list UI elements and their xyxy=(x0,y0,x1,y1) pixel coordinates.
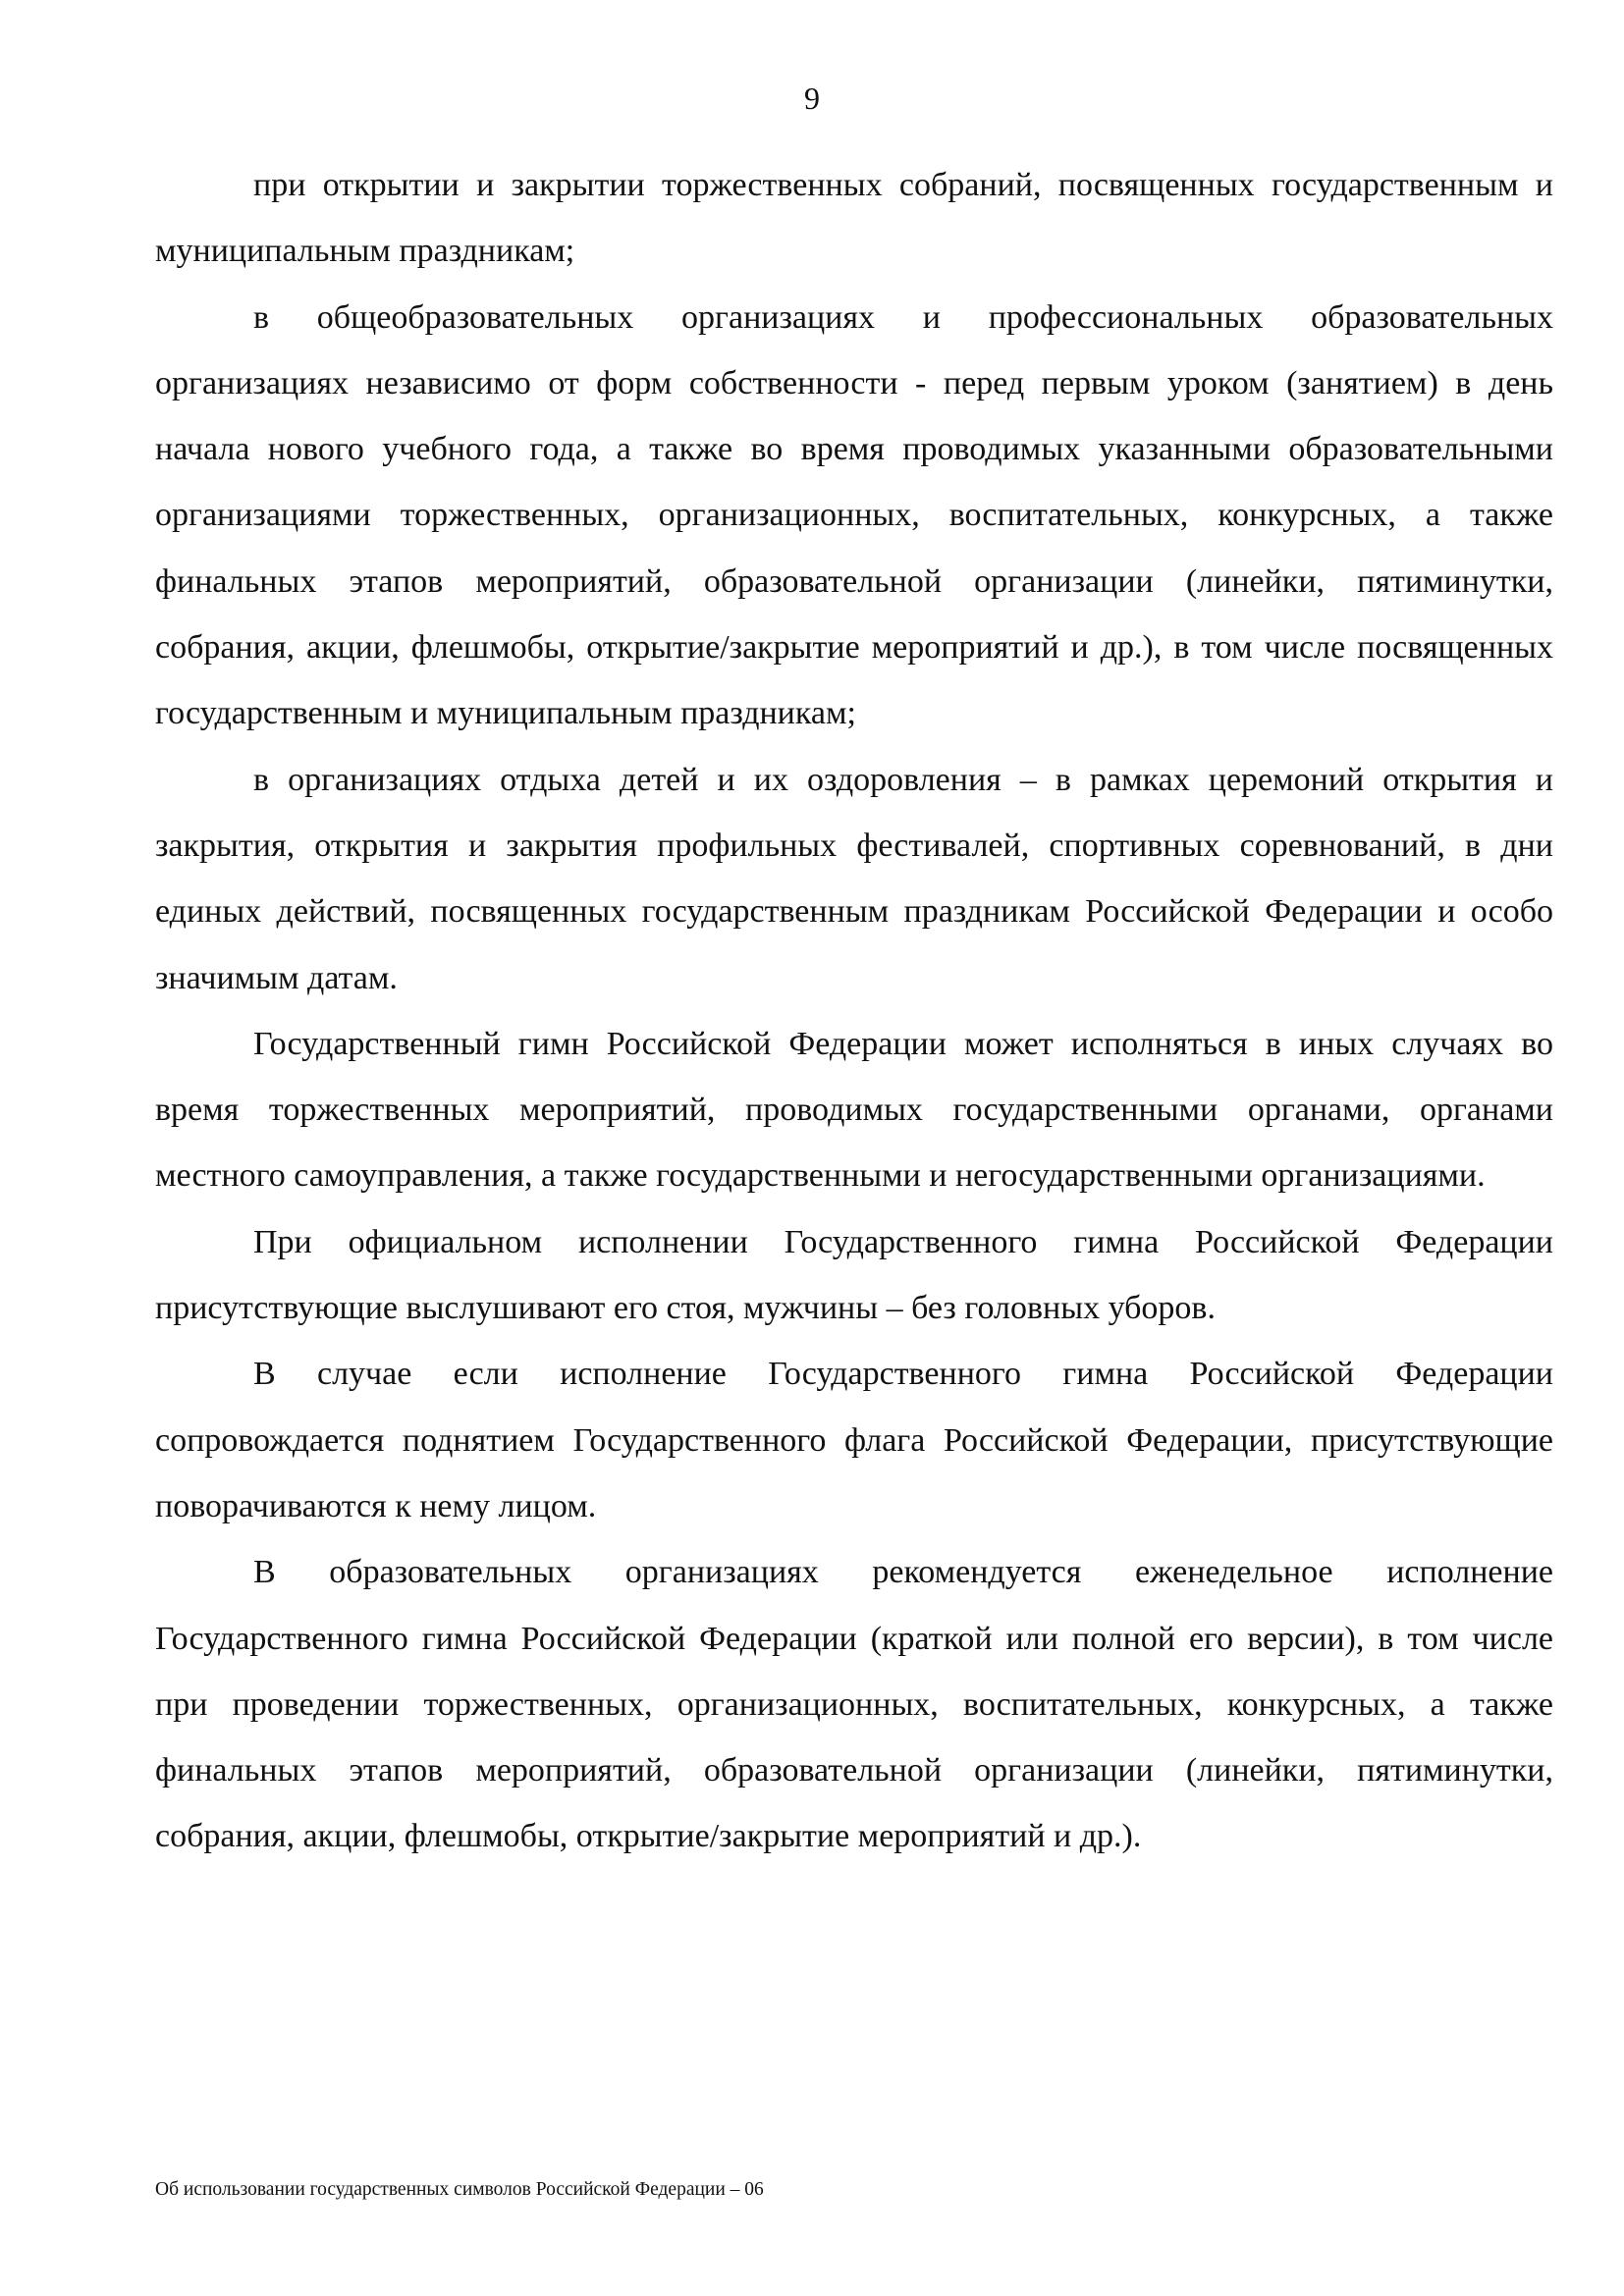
paragraph-flag-raising: В случае если исполнение Государственного гимна Российской Федерации сопровождается поднятием Государственного флага Российской Федерации, присутствующие поворачиваются к нему лицом. xyxy=(155,1356,1553,1524)
paragraph-official-performance: При официальном исполнении Государственного гимна Российской Федерации присутствующие выслушивают его стоя, мужчины – без головных уборов. xyxy=(155,1223,1553,1327)
paragraph-children-recreation: в организациях отдыха детей и их оздоровления – в рамках церемоний открытия и закрытия, открытия и закрытия профильных фестивалей, спортивных соревнований, в дни единых действий, посвященных государственным праздникам Российской Федерации и особо значимым датам. xyxy=(155,761,1553,996)
paragraph-educational-organizations: в общеобразовательных организациях и профессиональных образовательных организациях независимо от форм собственности - перед первым уроком (занятием) в день начала нового учебного года, а также во время проводимых указанными образовательными организациями торжественных, организационных, воспитательных, конкурсных, а также финальных этапов мероприятий, образовательной организации (линейки, пятиминутки, собрания, акции, флешмобы, открытие/закрытие мероприятий и др.), в том числе посвященных государственным и муниципальным праздникам; xyxy=(155,298,1553,732)
page-number: 9 xyxy=(804,80,820,116)
paragraph-weekly-performance: В образовательных организациях рекомендуется еженедельное исполнение Государственного гимна Российской Федерации (краткой или полной его версии), в том числе при проведении торжественных, организационных, воспитательных, конкурсных, а также финальных этапов мероприятий, образовательной организации (линейки, пятиминутки, собрания, акции, флешмобы, открытие/закрытие мероприятий и др.). xyxy=(155,1554,1553,1855)
document-body xyxy=(155,152,1553,1870)
paragraph-other-cases: Государственный гимн Российской Федерации может исполняться в иных случаях во время торжественных мероприятий, проводимых государственными органами, органами местного самоуправления, а также государственными и негосударственными организациями. xyxy=(155,1025,1553,1195)
page-footer: Об использовании государственных символов Российской Федерации – 06 xyxy=(155,2179,764,2200)
paragraph-opening-closing-meetings: при открытии и закрытии торжественных собраний, посвященных государственным и муниципальным праздникам; xyxy=(155,167,1553,270)
